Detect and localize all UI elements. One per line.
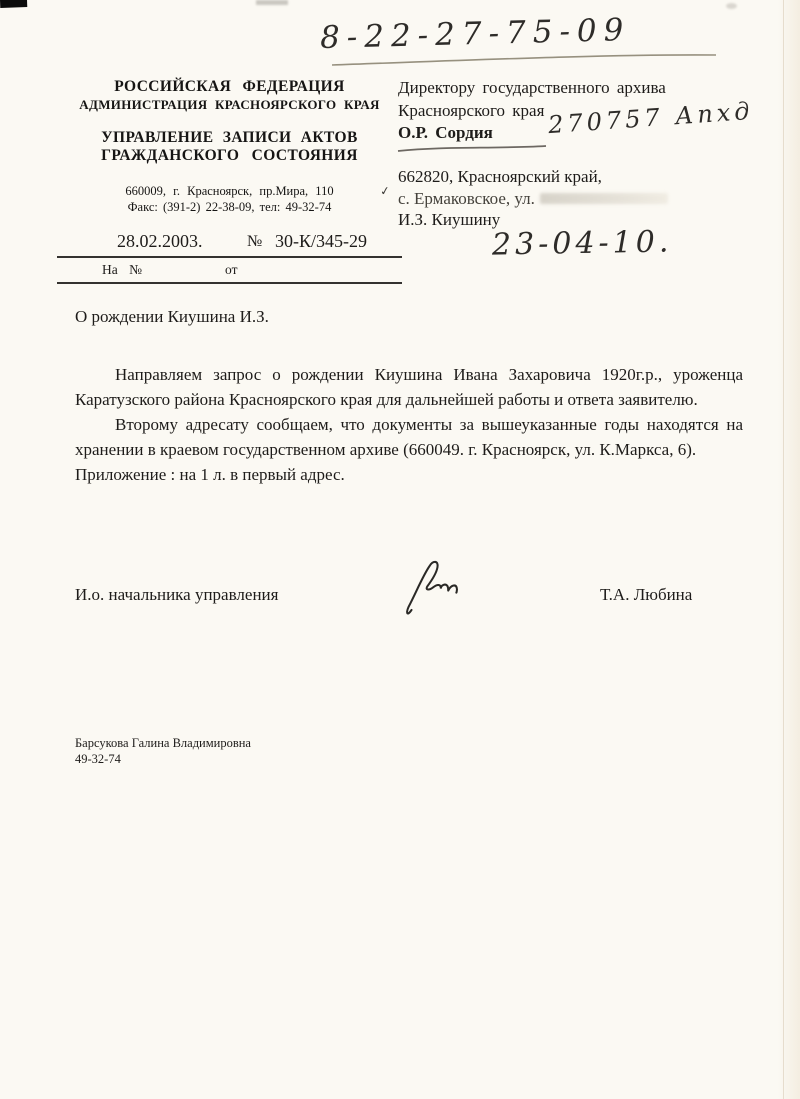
letter-number: 30-К/345-29 <box>275 231 367 251</box>
letter-body <box>75 362 743 487</box>
handwritten-underline <box>396 142 552 156</box>
letterhead-department-line1: УПРАВЛЕНИЕ ЗАПИСИ АКТОВ <box>101 129 358 146</box>
secondary-recipient-block <box>398 166 794 231</box>
executor-block <box>75 735 251 767</box>
scan-smudge <box>726 3 737 9</box>
body-paragraph-1: Направляем запрос о рождении Киушина Ивана Захаровича 1920г.р., уроженца Каратузского района Красноярского края для дальнейшей работы и ответа заявителю. <box>75 365 743 409</box>
signature-row <box>75 585 743 625</box>
faded-street-text <box>540 193 668 204</box>
recipient-postal-line: 662820, Красноярский край, <box>398 167 602 186</box>
attachment-line: Приложение : на 1 л. в первый адрес. <box>75 465 345 484</box>
signature-scribble <box>400 557 484 619</box>
letter-date: 28.02.2003. <box>117 231 203 251</box>
letterhead-country: РОССИЙСКАЯ ФЕДЕРАЦИЯ <box>114 78 345 95</box>
letterhead-phones: Факс: (391-2) 22-38-09, тел: 49-32-74 <box>127 200 332 214</box>
recipient-name: О.Р. Сордия <box>398 123 493 142</box>
scan-edge-shading <box>778 0 800 1099</box>
signer-name: Т.А. Любина <box>600 585 693 604</box>
recipient-settlement-line <box>398 188 794 210</box>
executor-name: Барсукова Галина Владимировна <box>75 736 251 750</box>
body-paragraph-2: Второму адресату сообщаем, что документы за вышеуказанные годы находятся на хранении в краевом государственном архиве (660049. г. Красноярск, ул. К.Маркса, 6). <box>75 415 743 459</box>
recipient-person-name: И.З. Киушину <box>398 210 501 229</box>
number-sign: № <box>247 233 263 250</box>
handwritten-phone-number: 8-22-27-75-09 <box>319 11 631 57</box>
letterhead <box>57 78 402 215</box>
scan-corner-mark <box>0 0 27 8</box>
letterhead-administration: АДМИНИСТРАЦИЯ КРАСНОЯРСКОГО КРАЯ <box>79 97 380 112</box>
letterhead-address: 660009, г. Красноярск, пр.Мира, 110 <box>125 184 334 198</box>
letterhead-department-line2: ГРАЖДАНСКОГО СОСТОЯНИЯ <box>101 147 358 164</box>
reply-to-label: На № <box>102 262 142 277</box>
reference-block <box>57 231 402 287</box>
executor-phone: 49-32-74 <box>75 752 121 766</box>
scan-edge-line <box>783 0 784 1099</box>
scan-smudge <box>256 0 288 5</box>
rule-line <box>57 256 402 258</box>
check-mark: ✓ <box>379 183 391 199</box>
subject-line: О рождении Киушина И.З. <box>75 307 269 326</box>
signer-position: И.о. начальника управления <box>75 585 279 604</box>
reply-from-label: от <box>225 262 238 277</box>
recipient-title-line2: Красноярского края <box>398 100 545 120</box>
recipient-title-line1: Директору государственного архива <box>398 78 666 97</box>
handwritten-registration-number: 270757 Апхд <box>547 96 755 140</box>
rule-line <box>57 282 402 284</box>
handwritten-date-note: 23-04-10. <box>491 224 673 263</box>
handwritten-underline <box>328 48 720 72</box>
settlement-text: с. Ермаковское, ул. <box>398 188 535 208</box>
